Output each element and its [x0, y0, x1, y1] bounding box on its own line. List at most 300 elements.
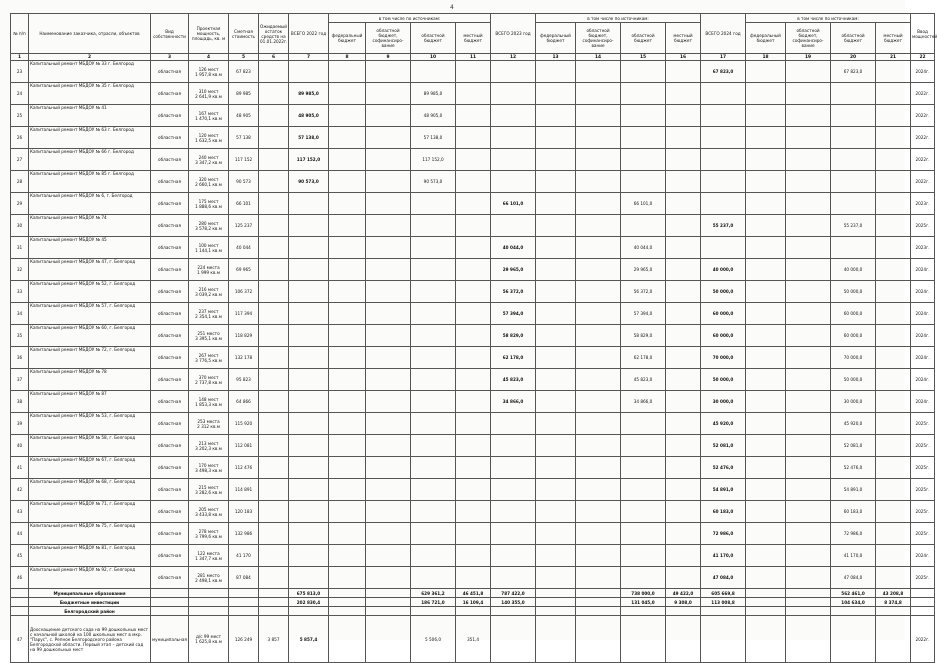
- regcof-2022: [366, 281, 411, 303]
- total-2022: [289, 61, 329, 83]
- reg-2022: [411, 523, 456, 545]
- estimated-cost: 114 891: [229, 479, 259, 501]
- capacity-places: 281 место: [197, 572, 220, 578]
- ownership: областная: [151, 61, 189, 83]
- fed-2023: [536, 171, 576, 193]
- loc-2023: [666, 171, 701, 193]
- loc-2024: [876, 105, 911, 127]
- reg-2022: 57 138,0: [411, 127, 456, 149]
- object-name: Капитальный ремонт МБДОУ № 45: [29, 237, 151, 259]
- table-row: [11, 435, 935, 457]
- fed-2024: [746, 413, 786, 435]
- capacity-places: 215 мест: [198, 484, 219, 490]
- ownership: областная: [151, 369, 189, 391]
- total-2022: [289, 193, 329, 215]
- capacity: [189, 369, 229, 391]
- total-2023: 787 422,0: [491, 589, 536, 598]
- reg-2022: [411, 215, 456, 237]
- reg-2024: 52 081,0: [831, 435, 876, 457]
- remainder: [259, 61, 289, 83]
- fed-2024: [746, 215, 786, 237]
- total-2024: 45 920,0: [701, 413, 746, 435]
- total-2024: [701, 127, 746, 149]
- ownership: областная: [151, 259, 189, 281]
- reg-2024: 47 084,0: [831, 567, 876, 589]
- regcof-2023: [576, 523, 621, 545]
- regcof-2022: [366, 325, 411, 347]
- regcof-2022: [366, 237, 411, 259]
- loc-2024: [876, 259, 911, 281]
- col-number: 19: [786, 54, 831, 61]
- regcof-2022: [366, 369, 411, 391]
- fed-2022: [329, 479, 366, 501]
- fed-2024: [746, 435, 786, 457]
- regcof-2024: [786, 347, 831, 369]
- reg-2023: 62 178,0: [621, 347, 666, 369]
- regcof-2023: [576, 281, 621, 303]
- loc-2024: [876, 149, 911, 171]
- regcof-2022: [366, 545, 411, 567]
- commissioning-year: 2025г.: [911, 413, 935, 435]
- remainder: [259, 523, 289, 545]
- remainder: [259, 149, 289, 171]
- reg-2022: [411, 369, 456, 391]
- fed-2024: [746, 105, 786, 127]
- row-number: 25: [11, 105, 29, 127]
- capacity: [189, 259, 229, 281]
- total-2022: 89 985,0: [289, 83, 329, 105]
- capacity-places: 126 мест: [198, 66, 219, 72]
- fed-2023-header: федеральный бюджет: [536, 23, 576, 54]
- loc-2022: [456, 303, 491, 325]
- table-row: [11, 149, 935, 171]
- capacity: [189, 215, 229, 237]
- fed-2023: [536, 501, 576, 523]
- reg-2022: 90 573,0: [411, 171, 456, 193]
- fed-2023: [536, 259, 576, 281]
- total-2024: 67 823,0: [701, 61, 746, 83]
- regcof-2024: [786, 303, 831, 325]
- remainder: [259, 567, 289, 589]
- table-row: [11, 281, 935, 303]
- total-2024: 60 183,0: [701, 501, 746, 523]
- table-body: [11, 61, 935, 663]
- row-number: 32: [11, 259, 29, 281]
- estimated-cost: 112 476: [229, 457, 259, 479]
- fed-2024: [746, 237, 786, 259]
- total-2024: [701, 105, 746, 127]
- col-num-header: № п/п: [11, 14, 29, 54]
- col-number: 16: [666, 54, 701, 61]
- col-number: 7: [289, 54, 329, 61]
- regcof-2024: [786, 369, 831, 391]
- object-name: Капитальный ремонт МБДОУ № 58, г. Белгород: [29, 435, 151, 457]
- object-name: Капитальный ремонт МБДОУ № 75, г. Белгород: [29, 523, 151, 545]
- ownership: областная: [151, 413, 189, 435]
- table-row: [11, 105, 935, 127]
- loc-2024: [876, 281, 911, 303]
- reg-2024-header: областной бюджет: [831, 23, 876, 54]
- table-row: [11, 325, 935, 347]
- sources-2022-header: в том числе по источникам:: [329, 14, 491, 23]
- fed-2023: [536, 391, 576, 413]
- column-number-row: [11, 54, 935, 61]
- capacity: [189, 347, 229, 369]
- regcof-2024: [786, 413, 831, 435]
- reg-2023: [621, 501, 666, 523]
- reg-2024: 72 986,0: [831, 523, 876, 545]
- fed-2023: [536, 281, 576, 303]
- capacity: [189, 281, 229, 303]
- commissioning-year: 2022г.: [911, 616, 935, 663]
- total-2022: 202 830,4: [289, 598, 329, 607]
- regcof-2022: [366, 457, 411, 479]
- row-number: 31: [11, 237, 29, 259]
- ownership: областная: [151, 523, 189, 545]
- loc-2024: [876, 215, 911, 237]
- commissioning-year: 2024г.: [911, 347, 935, 369]
- regcof-2024: [786, 501, 831, 523]
- commissioning-year: 2024г.: [911, 281, 935, 303]
- capacity-area: 3 282,6 кв.м: [195, 489, 222, 495]
- table-row: [11, 567, 935, 589]
- commissioning-year: 2024г.: [911, 303, 935, 325]
- total-2022: 117 152,0: [289, 149, 329, 171]
- total-2024: [701, 83, 746, 105]
- col-number: 20: [831, 54, 876, 61]
- capacity: [189, 391, 229, 413]
- regcof-2023: [576, 193, 621, 215]
- regcof-2022: [366, 193, 411, 215]
- total-2024: 605 669,8: [701, 589, 746, 598]
- fed-2024: [746, 567, 786, 589]
- fed-2022: [329, 171, 366, 193]
- table-row: [11, 61, 935, 83]
- reg-2022: [411, 259, 456, 281]
- remainder: [259, 545, 289, 567]
- ownership: областная: [151, 171, 189, 193]
- estimated-cost: 120 183: [229, 501, 259, 523]
- fed-2022: [329, 567, 366, 589]
- reg-2023: [621, 215, 666, 237]
- loc-2022: [456, 193, 491, 215]
- commissioning-year: 2023г.: [911, 237, 935, 259]
- capacity: [189, 171, 229, 193]
- regcof-2024-header: областной бюджет, софинансиро-вание: [786, 23, 831, 54]
- row-number: 41: [11, 457, 29, 479]
- total-2022: [289, 237, 329, 259]
- regcof-2023: [576, 61, 621, 83]
- object-name: Капитальный ремонт МБДОУ № 6, г. Белгород: [29, 193, 151, 215]
- fed-2022: [329, 105, 366, 127]
- capacity: [189, 105, 229, 127]
- reg-2023: [621, 61, 666, 83]
- table-row: [11, 391, 935, 413]
- table-row: [11, 193, 935, 215]
- capacity-places: 216 мест: [198, 286, 219, 292]
- table-row: [11, 545, 935, 567]
- total-reg-2024: 104 634,0: [831, 598, 876, 607]
- col-cost-header: Сметная стоимость: [229, 14, 259, 54]
- total-label: Бюджетные инвестиции: [29, 598, 151, 607]
- object-name: Капитальный ремонт МБДОУ № 87: [29, 391, 151, 413]
- ownership: областная: [151, 215, 189, 237]
- total-2022: 90 573,0: [289, 171, 329, 193]
- total-2023: [491, 567, 536, 589]
- object-name: Капитальный ремонт МБДОУ № 85 г. Белгород: [29, 171, 151, 193]
- capacity-places: 251 место: [197, 330, 220, 336]
- remainder: [259, 369, 289, 391]
- table-row: [11, 479, 935, 501]
- capacity-places: 280 мест: [198, 220, 219, 226]
- page-number: 4: [450, 4, 454, 11]
- fed-2024: [746, 347, 786, 369]
- total-reg-2024: 562 461,0: [831, 589, 876, 598]
- capacity-area: 1 853,3 кв.м: [195, 401, 222, 407]
- loc-2024: [876, 479, 911, 501]
- reg-2023: [621, 567, 666, 589]
- reg-2022: [411, 479, 456, 501]
- estimated-cost: 41 170: [229, 545, 259, 567]
- estimated-cost: 48 905: [229, 105, 259, 127]
- ownership: областная: [151, 281, 189, 303]
- ownership: областная: [151, 435, 189, 457]
- regcof-2022: [366, 523, 411, 545]
- reg-2022: [411, 457, 456, 479]
- total-2024: 60 000,0: [701, 303, 746, 325]
- ownership: областная: [151, 105, 189, 127]
- fed-2022: [329, 259, 366, 281]
- loc-2024: [876, 567, 911, 589]
- fed-2022: [329, 545, 366, 567]
- total-label: Муниципальные образования: [29, 589, 151, 598]
- regcof-2023: [576, 413, 621, 435]
- total-2022: [289, 325, 329, 347]
- total-loc-2023: 49 422,0: [666, 589, 701, 598]
- fed-2024: [746, 479, 786, 501]
- estimated-cost: 67 823: [229, 61, 259, 83]
- regcof-2023: [576, 303, 621, 325]
- object-name: Капитальный ремонт МБДОУ № 72, г. Белгород: [29, 347, 151, 369]
- fed-2022: [329, 457, 366, 479]
- loc-2023: [666, 281, 701, 303]
- capacity-area: 2 641,9 кв.м: [195, 93, 222, 99]
- row-number: 47: [11, 616, 29, 663]
- loc-2022: [456, 369, 491, 391]
- regcof-2023: [576, 325, 621, 347]
- regcof-2022: [366, 105, 411, 127]
- capacity-places: 224 места: [197, 264, 220, 270]
- total-2024: 113 008,8: [701, 598, 746, 607]
- object-name: Капитальный ремонт МБДОУ № 47, г. Белгород: [29, 259, 151, 281]
- col-total-2022-header: ВСЕГО 2022 год: [289, 14, 329, 54]
- row-number: 44: [11, 523, 29, 545]
- fed-2023: [536, 149, 576, 171]
- total-2022: [289, 435, 329, 457]
- ownership: областная: [151, 479, 189, 501]
- regcof-2023: [576, 171, 621, 193]
- row-number: 36: [11, 347, 29, 369]
- fed-2023: [536, 567, 576, 589]
- ownership: областная: [151, 127, 189, 149]
- regcof-2024: [786, 127, 831, 149]
- loc-2024: [876, 435, 911, 457]
- total-2024: 40 000,0: [701, 259, 746, 281]
- total-2024: 70 000,0: [701, 347, 746, 369]
- reg-2024: 41 170,0: [831, 545, 876, 567]
- total-2023: 58 829,0: [491, 325, 536, 347]
- fed-2024: [746, 281, 786, 303]
- object-name: Капитальный ремонт МБДОУ № 57, г. Белгород: [29, 303, 151, 325]
- total-2023: [491, 61, 536, 83]
- loc-2023: [666, 105, 701, 127]
- row-number: 40: [11, 435, 29, 457]
- reg-2022: [411, 545, 456, 567]
- total-reg-2023: 738 000,0: [621, 589, 666, 598]
- row-number: 42: [11, 479, 29, 501]
- total-2022: 675 813,0: [289, 589, 329, 598]
- table-row: [11, 215, 935, 237]
- remainder: [259, 501, 289, 523]
- estimated-cost: 117 394: [229, 303, 259, 325]
- loc-2023: [666, 215, 701, 237]
- capacity-area: 1 888,6 кв.м: [195, 203, 222, 209]
- table-row: [11, 303, 935, 325]
- fed-2023: [536, 369, 576, 391]
- regcof-2024: [786, 171, 831, 193]
- reg-2023: 66 101,0: [621, 193, 666, 215]
- capacity-area: 3 039,2 кв.м: [195, 291, 222, 297]
- commissioning-year: 2022г.: [911, 83, 935, 105]
- capacity-places: 278 мест: [198, 528, 219, 534]
- loc-2022: [456, 567, 491, 589]
- reg-2024: [831, 127, 876, 149]
- loc-2023: [666, 567, 701, 589]
- commissioning-year: 2024г.: [911, 391, 935, 413]
- remainder: [259, 281, 289, 303]
- object-name: Дооснащение детского сада на 99 дошкольных мест с начальной школой на 100 школьных мест в мкр. "Парус", с. Репное Белгородского района Белгородской области. Первый этап – детский сад на 99 дошкольных мест: [29, 616, 151, 663]
- fed-2022: [329, 237, 366, 259]
- fed-2022: [329, 369, 366, 391]
- total-reg-2022: 629 361,2: [411, 589, 456, 598]
- loc-2023: [666, 413, 701, 435]
- capacity: [189, 325, 229, 347]
- estimated-cost: 118 829: [229, 325, 259, 347]
- capacity: [189, 83, 229, 105]
- commissioning-year: 2025г.: [911, 567, 935, 589]
- capacity-places: 267 мест: [198, 352, 219, 358]
- regcof-2023: [576, 479, 621, 501]
- capacity-area: 2 660,1 кв.м: [195, 181, 222, 187]
- reg-2022: [411, 193, 456, 215]
- fed-2022: [329, 347, 366, 369]
- total-2024: 52 476,0: [701, 457, 746, 479]
- regcof-2023: [576, 259, 621, 281]
- regcof-2023: [576, 105, 621, 127]
- col-ownership-header: Вид собственности: [151, 14, 189, 54]
- col-number: 21: [876, 54, 911, 61]
- object-name: Капитальный ремонт МБДОУ № 71, г. Белгород: [29, 501, 151, 523]
- total-2022: [289, 501, 329, 523]
- reg-2022: 89 985,0: [411, 83, 456, 105]
- capacity-places: 370 мест: [198, 374, 219, 380]
- total-2022: 48 905,0: [289, 105, 329, 127]
- row-number: 39: [11, 413, 29, 435]
- reg-2023: [621, 83, 666, 105]
- reg-2022: [411, 303, 456, 325]
- ownership: областная: [151, 325, 189, 347]
- regcof-2024: [786, 523, 831, 545]
- object-name: Капитальный ремонт МБДОУ № 67, г. Белгород: [29, 457, 151, 479]
- col-number: 1: [11, 54, 29, 61]
- loc-2023: [666, 237, 701, 259]
- total-2022: [289, 215, 329, 237]
- fed-2024: [746, 325, 786, 347]
- remainder: [259, 303, 289, 325]
- capacity-places: 122 места: [197, 550, 220, 556]
- loc-2023: [666, 523, 701, 545]
- ownership: муниципальная: [151, 616, 189, 663]
- fed-2024: [746, 457, 786, 479]
- total-2023: 34 866,0: [491, 391, 536, 413]
- table-row: [11, 369, 935, 391]
- loc-2022: 351,4: [456, 616, 491, 663]
- row-number: 24: [11, 83, 29, 105]
- regcof-2022: [366, 127, 411, 149]
- object-name: Капитальный ремонт МБДОУ № 60, г. Белгород: [29, 325, 151, 347]
- capacity-area: 1 625,8 кв.м: [195, 639, 222, 644]
- table-row: [11, 523, 935, 545]
- fed-2024-header: федеральный бюджет: [746, 23, 786, 54]
- capacity: [189, 523, 229, 545]
- total-2022: 57 138,0: [289, 127, 329, 149]
- row-number: 30: [11, 215, 29, 237]
- fed-2022: [329, 127, 366, 149]
- total-2024: 72 986,0: [701, 523, 746, 545]
- capacity-places: 205 мест: [198, 506, 219, 512]
- loc-2024: [876, 237, 911, 259]
- reg-2023-header: областной бюджет: [621, 23, 666, 54]
- regcof-2024: [786, 149, 831, 171]
- commissioning-year: 2023г.: [911, 193, 935, 215]
- reg-2024: 50 000,0: [831, 281, 876, 303]
- reg-2024: 60 000,0: [831, 303, 876, 325]
- total-2023: [491, 105, 536, 127]
- estimated-cost: 57 138: [229, 127, 259, 149]
- row-number: 34: [11, 303, 29, 325]
- reg-2022: [411, 61, 456, 83]
- ownership: областная: [151, 457, 189, 479]
- reg-2024: 60 183,0: [831, 501, 876, 523]
- remainder: [259, 127, 289, 149]
- estimated-cost: 90 573: [229, 171, 259, 193]
- commissioning-year: 2022г.: [911, 171, 935, 193]
- capacity-places: 148 мест: [198, 396, 219, 402]
- total-row-municipal: [11, 589, 935, 598]
- regcof-2023: [576, 237, 621, 259]
- capacity-area: 1 999 кв.м: [197, 269, 220, 275]
- capacity-area: 1 347,7 кв.м: [195, 555, 222, 561]
- loc-2024: [876, 83, 911, 105]
- loc-2022: [456, 325, 491, 347]
- fed-2023: [536, 435, 576, 457]
- fed-2023: [536, 127, 576, 149]
- col-number: 13: [536, 54, 576, 61]
- total-loc-2024: 8 374,8: [876, 598, 911, 607]
- total-2022: [289, 545, 329, 567]
- reg-2023: [621, 413, 666, 435]
- regcof-2022: [366, 303, 411, 325]
